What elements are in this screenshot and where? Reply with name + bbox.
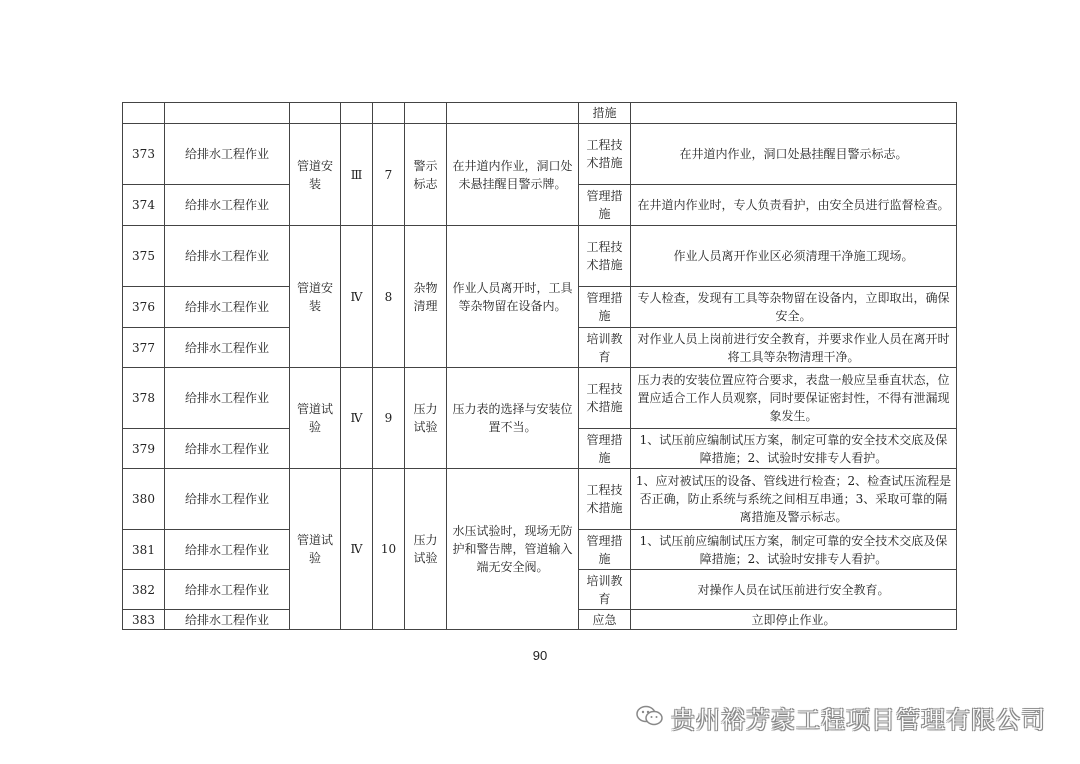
hazard-cell: 警示标志 <box>405 124 447 226</box>
measure-type-cell: 工程技术措施 <box>579 368 631 429</box>
row-number: 373 <box>123 124 165 185</box>
table-row <box>123 469 957 530</box>
row-number: 378 <box>123 368 165 429</box>
process-name: 给排水工程作业 <box>165 570 290 610</box>
measure-content-cell: 立即停止作业。 <box>631 610 957 630</box>
wechat-icon <box>635 704 665 732</box>
row-number: 380 <box>123 469 165 530</box>
cell-empty <box>165 103 290 124</box>
level-cell: Ⅳ <box>341 469 373 630</box>
hazard-description: 压力表的选择与安装位置不当。 <box>447 368 579 469</box>
process-name: 给排水工程作业 <box>165 226 290 287</box>
process-name: 给排水工程作业 <box>165 328 290 368</box>
row-number: 383 <box>123 610 165 630</box>
cell-empty <box>631 103 957 124</box>
measure-type-cell: 管理措施 <box>579 429 631 469</box>
hazard-description: 作业人员离开时，工具等杂物留在设备内。 <box>447 226 579 368</box>
process-name: 给排水工程作业 <box>165 124 290 185</box>
category-cell: 管道安装 <box>290 124 341 226</box>
measure-content-cell: 压力表的安装位置应符合要求，表盘一般应呈垂直状态，位置应适合工作人员观察，同时要保证密封性，不得有泄漏现象发生。 <box>631 368 957 429</box>
table-row <box>123 226 957 287</box>
measure-content-cell: 作业人员离开作业区必须清理干净施工现场。 <box>631 226 957 287</box>
page-number: 90 <box>532 648 548 663</box>
watermark <box>635 700 1046 735</box>
level-cell: Ⅳ <box>341 226 373 368</box>
safety-measures-table <box>122 102 957 630</box>
measure-type-cell: 管理措施 <box>579 530 631 570</box>
row-number: 381 <box>123 530 165 570</box>
hazard-description: 在井道内作业，洞口处未悬挂醒目警示牌。 <box>447 124 579 226</box>
index-cell: 9 <box>373 368 405 469</box>
measure-content-cell: 在井道内作业时，专人负责看护，由安全员进行监督检查。 <box>631 185 957 226</box>
measure-type-cell: 培训教育 <box>579 570 631 610</box>
category-cell: 管道安装 <box>290 226 341 368</box>
level-cell: Ⅲ <box>341 124 373 226</box>
measure-type-cell: 培训教育 <box>579 328 631 368</box>
row-number: 376 <box>123 287 165 328</box>
measure-content-cell: 1、试压前应编制试压方案，制定可靠的安全技术交底及保障措施；2、试验时安排专人看护。 <box>631 530 957 570</box>
watermark-text: 贵州裕芳豪工程项目管理有限公司 <box>671 706 1046 734</box>
row-number: 379 <box>123 429 165 469</box>
row-number: 375 <box>123 226 165 287</box>
measure-type-cell: 措施 <box>579 103 631 124</box>
measure-content-cell: 专人检查，发现有工具等杂物留在设备内，立即取出，确保安全。 <box>631 287 957 328</box>
category-cell: 管道试验 <box>290 469 341 630</box>
measure-type-cell: 应急 <box>579 610 631 630</box>
index-cell: 8 <box>373 226 405 368</box>
measure-content-cell: 对作业人员上岗前进行安全教育，并要求作业人员在离开时将工具等杂物清理干净。 <box>631 328 957 368</box>
index-cell: 7 <box>373 124 405 226</box>
process-name: 给排水工程作业 <box>165 368 290 429</box>
cell-empty <box>123 103 165 124</box>
measure-type-cell: 工程技术措施 <box>579 226 631 287</box>
measure-content-cell: 1、应对被试压的设备、管线进行检查；2、检查试压流程是否正确，防止系统与系统之间相互串通；3、采取可靠的隔离措施及警示标志。 <box>631 469 957 530</box>
measure-content-cell: 在井道内作业，洞口处悬挂醒目警示标志。 <box>631 124 957 185</box>
index-cell: 10 <box>373 469 405 630</box>
measure-content-cell: 对操作人员在试压前进行安全教育。 <box>631 570 957 610</box>
process-name: 给排水工程作业 <box>165 287 290 328</box>
process-name: 给排水工程作业 <box>165 429 290 469</box>
hazard-cell: 杂物清理 <box>405 226 447 368</box>
table-row <box>123 124 957 185</box>
cell-empty <box>290 103 341 124</box>
hazard-cell: 压力试验 <box>405 368 447 469</box>
table-row <box>123 368 957 429</box>
table-row <box>123 103 957 124</box>
process-name: 给排水工程作业 <box>165 610 290 630</box>
hazard-cell: 压力试验 <box>405 469 447 630</box>
row-number: 382 <box>123 570 165 610</box>
cell-empty <box>405 103 447 124</box>
category-cell: 管道试验 <box>290 368 341 469</box>
measure-type-cell: 管理措施 <box>579 287 631 328</box>
row-number: 377 <box>123 328 165 368</box>
measure-content-cell: 1、试压前应编制试压方案，制定可靠的安全技术交底及保障措施；2、试验时安排专人看护。 <box>631 429 957 469</box>
process-name: 给排水工程作业 <box>165 185 290 226</box>
level-cell: Ⅳ <box>341 368 373 469</box>
cell-empty <box>373 103 405 124</box>
cell-empty <box>447 103 579 124</box>
row-number: 374 <box>123 185 165 226</box>
hazard-description: 水压试验时，现场无防护和警告牌，管道输入端无安全阀。 <box>447 469 579 630</box>
process-name: 给排水工程作业 <box>165 530 290 570</box>
measure-type-cell: 工程技术措施 <box>579 124 631 185</box>
measure-type-cell: 工程技术措施 <box>579 469 631 530</box>
process-name: 给排水工程作业 <box>165 469 290 530</box>
cell-empty <box>341 103 373 124</box>
measure-type-cell: 管理措施 <box>579 185 631 226</box>
